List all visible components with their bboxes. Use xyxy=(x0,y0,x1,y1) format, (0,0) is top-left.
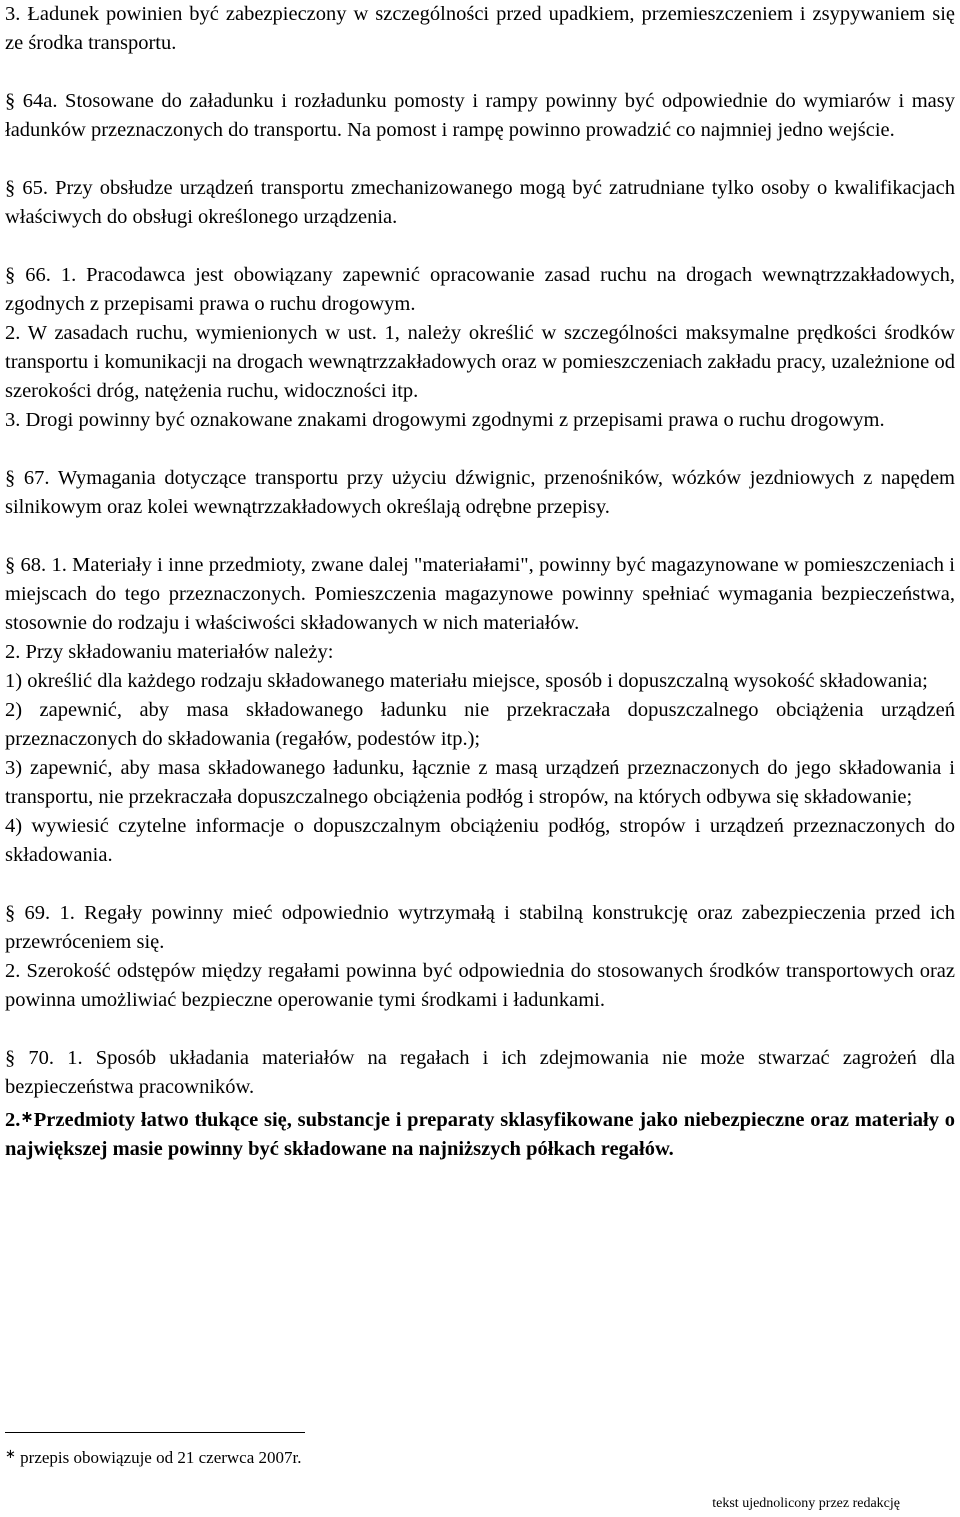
section-64a xyxy=(5,87,955,145)
section-text: 1. Regały powinny mieć odpowiednio wytrzymałą i stabilną konstrukcję oraz zabezpieczenia przed ich przewróceniem się. xyxy=(5,902,955,953)
section-mark: § 68. xyxy=(5,554,47,576)
section-66-3: 3. Drogi powinny być oznakowane znakami drogowymi zgodnymi z przepisami prawa o ruchu drogowym. xyxy=(5,409,885,431)
section-text: Wymagania dotyczące transportu przy użyciu dźwignic, przenośników, wózków jezdniowych z napędem silnikowym oraz kolei wewnątrzzakładowych określają odrębne przepisy. xyxy=(5,467,955,518)
section-mark: § 69. xyxy=(5,902,51,924)
section-66-1 xyxy=(5,261,955,319)
footnote-marker: ∗ xyxy=(20,1107,34,1126)
footnote-text: przepis obowiązuje od 21 czerwca 2007r. xyxy=(20,1448,302,1467)
section-70-2 xyxy=(5,1102,955,1164)
section-text: Przedmioty łatwo tłukące się, substancje i preparaty sklasyfikowane jako niebezpieczne oraz materiały o największej masie powinny być składowane na najniższych półkach regałów. xyxy=(5,1109,955,1160)
footnote xyxy=(5,1444,302,1469)
footnote-marker: ∗ xyxy=(5,1447,16,1462)
section-65 xyxy=(5,174,955,232)
section-69-1 xyxy=(5,899,955,957)
item-number: 2. xyxy=(5,1109,21,1131)
list-item: 2) zapewnić, aby masa składowanego ładunku nie przekraczała dopuszczalnego obciążenia urządzeń przeznaczonych do składowania (regałów, podestów itp.); xyxy=(5,699,955,750)
section-text: Stosowane do załadunku i rozładunku pomosty i rampy powinny być odpowiednie do wymiarów i masy ładunków przeznaczonych do transportu. Na pomost i rampę powinno prowadzić co najmniej jedno wejście. xyxy=(5,90,955,141)
section-68-1 xyxy=(5,551,955,638)
list-item: 3) zapewnić, aby masa składowanego ładunku, łącznie z masą urządzeń przeznaczonych do jego składowania i transportu, nie przekraczała dopuszczalnego obciążenia podłóg i stropów, na których odbywa się składowanie; xyxy=(5,757,955,808)
list-item: 4) wywiesić czytelne informacje o dopuszczalnym obciążeniu podłóg, stropów i urządzeń przeznaczonych do składowania. xyxy=(5,815,955,866)
section-68-2: 2. Przy składowaniu materiałów należy: xyxy=(5,641,334,663)
section-mark: § 67. xyxy=(5,467,50,489)
section-text: 1. Sposób układania materiałów na regałach i ich zdejmowania nie może stwarzać zagrożeń dla bezpieczeństwa pracowników. xyxy=(5,1047,955,1098)
section-mark: § 66. xyxy=(5,264,51,286)
section-66-2: 2. W zasadach ruchu, wymienionych w ust. 1, należy określić w szczególności maksymalne prędkości środków transportu i komunikacji na drogach wewnątrzzakładowych oraz w pomieszczeniach zakładu pracy, uzależnione od szerokości dróg, natężenia ruchu, widoczności itp. xyxy=(5,322,955,402)
section-69-2: 2. Szerokość odstępów między regałami powinna być odpowiednia do stosowanych środków transportowych oraz powinna umożliwiać bezpieczne operowanie tymi środkami i ładunkami. xyxy=(5,960,955,1011)
section-text: Przy obsłudze urządzeń transportu zmechanizowanego mogą być zatrudniane tylko osoby o kwalifikacjach właściwych do obsługi określonego urządzenia. xyxy=(5,177,956,228)
section-67 xyxy=(5,464,955,522)
section-mark: § 70. xyxy=(5,1047,55,1069)
section-text: 1. Pracodawca jest obowiązany zapewnić opracowanie zasad ruchu na drogach wewnątrzzakładowych, zgodnych z przepisami prawa o ruchu drogowym. xyxy=(5,264,956,315)
section-text: 1. Materiały i inne przedmioty, zwane dalej "materiałami", powinny być magazynowane w pomieszczeniach i miejscach do tego przeznaczonych. Pomieszczenia magazynowe powinny spełniać wymagania bezpieczeństwa, stosownie do rodzaju i właściwości składowanych w nich materiałów. xyxy=(5,554,955,634)
page-footer: tekst ujednolicony przez redakcję xyxy=(712,1496,900,1511)
section-mark: § 65. xyxy=(5,177,48,199)
footnote-divider xyxy=(5,1432,305,1433)
section-70-1 xyxy=(5,1044,955,1102)
section-mark: § 64a. xyxy=(5,90,58,112)
document-body xyxy=(5,0,955,1164)
paragraph-64-3: 3. Ładunek powinien być zabezpieczony w szczególności przed upadkiem, przemieszczeniem i zsypywaniem się ze środka transportu. xyxy=(5,3,955,54)
list-item: 1) określić dla każdego rodzaju składowanego materiału miejsce, sposób i dopuszczalną wysokość składowania; xyxy=(5,670,928,692)
